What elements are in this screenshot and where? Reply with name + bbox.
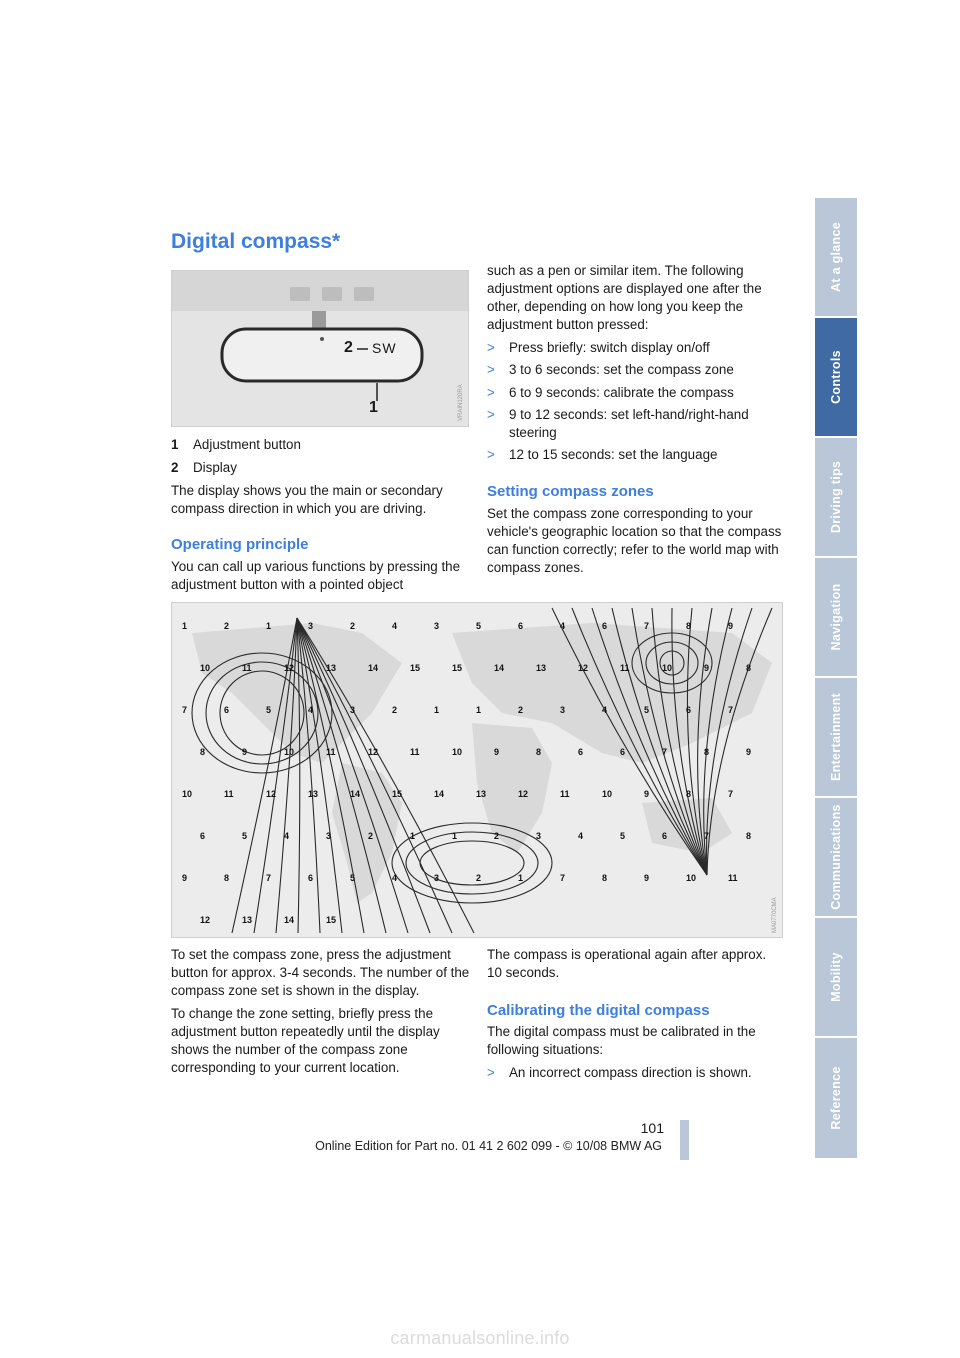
zone-label: 10 (200, 663, 211, 673)
tab-at-a-glance[interactable]: At a glance (815, 198, 857, 316)
zone-label: 3 (326, 831, 332, 841)
mirror-figure (171, 270, 469, 427)
zone-label: 4 (560, 621, 566, 631)
zone-label: 9 (728, 621, 734, 631)
zone-label: 8 (200, 747, 206, 757)
zone-label: 10 (284, 747, 295, 757)
zone-label: 1 (476, 705, 482, 715)
zone-label: 1 (518, 873, 524, 883)
zone-label: 2 (518, 705, 524, 715)
zone-label: 9 (182, 873, 188, 883)
zone-label: 14 (368, 663, 379, 673)
zone-label: 7 (704, 831, 710, 841)
zone-label: 3 (434, 873, 440, 883)
calibrating-text: The digital compass must be calibrated in the following situations: (487, 1024, 756, 1057)
zone-label: 13 (476, 789, 487, 799)
zone-label: 2 (392, 705, 398, 715)
zone-label: 6 (686, 705, 692, 715)
footer-text: Online Edition for Part no. 01 41 2 602 099 - © 10/08 BMW AG (315, 1139, 662, 1153)
zone-label: 11 (728, 873, 738, 883)
zone-label: 3 (434, 621, 440, 631)
compass-zone-map (171, 602, 783, 938)
zone-label: 15 (326, 915, 337, 925)
zone-label: 14 (350, 789, 361, 799)
zone-label: 7 (182, 705, 188, 715)
zone-label: 8 (746, 831, 752, 841)
operating-text: You can call up various functions by pressing the adjustment button with a pointed object (171, 559, 461, 592)
zone-label: 7 (644, 621, 650, 631)
zone-label: 7 (728, 705, 734, 715)
zone-label: 5 (476, 621, 482, 631)
zone-label: 2 (494, 831, 500, 841)
tab-reference[interactable]: Reference (815, 1038, 857, 1158)
legend-item-2: 2 Display (171, 460, 237, 475)
zone-label: 13 (536, 663, 547, 673)
zone-label: 5 (644, 705, 650, 715)
zone-label: 3 (308, 621, 314, 631)
zone-label: 3 (560, 705, 566, 715)
zone-label: 11 (242, 663, 252, 673)
zones-text: Set the compass zone corresponding to your vehicle's geographic location so that the compass can function correctly; refer to the world map with compass zones. (487, 506, 782, 575)
zone-label: 10 (662, 663, 673, 673)
zone-label: 6 (578, 747, 584, 757)
world-map-illustration (172, 603, 782, 937)
zone-label: 8 (686, 621, 692, 631)
tab-driving-tips[interactable]: Driving tips (815, 438, 857, 556)
zone-label: 1 (434, 705, 440, 715)
zone-label: 15 (392, 789, 403, 799)
zone-label: 6 (308, 873, 314, 883)
zone-label: 10 (602, 789, 613, 799)
zone-label: 9 (644, 873, 650, 883)
zone-label: 12 (266, 789, 277, 799)
zone-label: 15 (410, 663, 421, 673)
zone-label: 1 (182, 621, 188, 631)
mirror-illustration (172, 271, 468, 426)
map-code: MA0770CMA (772, 897, 778, 933)
zone-label: 12 (518, 789, 529, 799)
zone-label: 6 (518, 621, 524, 631)
tab-navigation[interactable]: Navigation (815, 558, 857, 676)
footer-bar (680, 1120, 689, 1160)
zone-label: 4 (284, 831, 290, 841)
zone-label: 13 (242, 915, 253, 925)
tab-controls[interactable]: Controls (815, 318, 857, 436)
tab-entertainment[interactable]: Entertainment (815, 678, 857, 796)
zone-label: 12 (200, 915, 211, 925)
zone-label: 15 (452, 663, 463, 673)
zone-label: 7 (560, 873, 566, 883)
zone-label: 10 (686, 873, 697, 883)
legend-item-1: 1 Adjustment button (171, 437, 301, 452)
zone-label: 14 (434, 789, 445, 799)
zone-label: 1 (410, 831, 416, 841)
zone-label: 14 (284, 915, 295, 925)
zone-label: 11 (224, 789, 234, 799)
operating-heading: Operating principle (171, 536, 309, 553)
zone-label: 8 (704, 747, 710, 757)
zone-label: 9 (644, 789, 650, 799)
compass-display-text: SW (372, 340, 397, 356)
zone-label: 2 (350, 621, 356, 631)
zone-label: 7 (662, 747, 668, 757)
zone-label: 6 (602, 621, 608, 631)
zone-label: 8 (746, 663, 752, 673)
zone-label: 9 (494, 747, 500, 757)
callout-1: 1 (369, 399, 378, 416)
operating-text-cont: such as a pen or similar item. The following adjustment options are displayed one after the other, depending on how long you keep the adjustment button pressed: (487, 263, 762, 332)
operational-text: The compass is operational again after approx. 10 seconds. (487, 947, 767, 980)
zone-label: 9 (746, 747, 752, 757)
zone-label: 6 (662, 831, 668, 841)
zone-label: 2 (476, 873, 482, 883)
zone-label: 11 (620, 663, 630, 673)
zone-label: 6 (224, 705, 230, 715)
zone-label: 4 (392, 873, 398, 883)
zone-label: 12 (578, 663, 589, 673)
zone-label: 4 (308, 705, 314, 715)
zone-label: 2 (224, 621, 230, 631)
zone-label: 6 (200, 831, 206, 841)
zone-label: 2 (368, 831, 374, 841)
page-number: 101 (640, 1120, 664, 1136)
tab-communications[interactable]: Communications (815, 798, 857, 916)
calibrating-heading: Calibrating the digital compass (487, 1002, 710, 1019)
watermark: carmanualsonline.info (390, 1328, 570, 1348)
zone-label: 13 (326, 663, 337, 673)
zone-label: 1 (266, 621, 272, 631)
intro-text: The display shows you the main or secondary compass direction in which you are driving. (171, 483, 443, 516)
zone-label: 4 (602, 705, 608, 715)
zone-label: 3 (536, 831, 542, 841)
zone-label: 6 (620, 747, 626, 757)
figure-code: VRAIN120RA (458, 384, 464, 421)
zone-label: 5 (242, 831, 248, 841)
zone-label: 9 (704, 663, 710, 673)
zone-label: 9 (242, 747, 248, 757)
zone-label: 10 (182, 789, 193, 799)
zone-label: 12 (284, 663, 295, 673)
zone-label: 7 (728, 789, 734, 799)
zones-heading: Setting compass zones (487, 483, 654, 500)
tab-mobility[interactable]: Mobility (815, 918, 857, 1036)
zone-label: 10 (452, 747, 463, 757)
zone-label: 3 (350, 705, 356, 715)
zone-set-text: To set the compass zone, press the adjustment button for approx. 3-4 seconds. The number of the compass zone set is shown in the display. (171, 947, 470, 998)
callout-2: 2 (344, 339, 353, 356)
zone-label: 8 (224, 873, 230, 883)
zone-label: 8 (602, 873, 608, 883)
zone-label: 8 (686, 789, 692, 799)
zone-label: 12 (368, 747, 379, 757)
zone-label: 11 (560, 789, 570, 799)
zone-label: 7 (266, 873, 272, 883)
zone-label: 4 (578, 831, 584, 841)
zone-label: 14 (494, 663, 505, 673)
zone-label: 8 (536, 747, 542, 757)
zone-change-text: To change the zone setting, briefly press the adjustment button repeatedly until the display shows the number of the compass zone corresponding to your current location. (171, 1006, 440, 1075)
zone-label: 5 (620, 831, 626, 841)
zone-label: 11 (326, 747, 336, 757)
zone-label: 11 (410, 747, 420, 757)
zone-label: 5 (266, 705, 272, 715)
zone-label: 13 (308, 789, 319, 799)
zone-label: 5 (350, 873, 356, 883)
page-title: Digital compass* (171, 230, 341, 253)
zone-label: 1 (452, 831, 458, 841)
zone-label: 4 (392, 621, 398, 631)
